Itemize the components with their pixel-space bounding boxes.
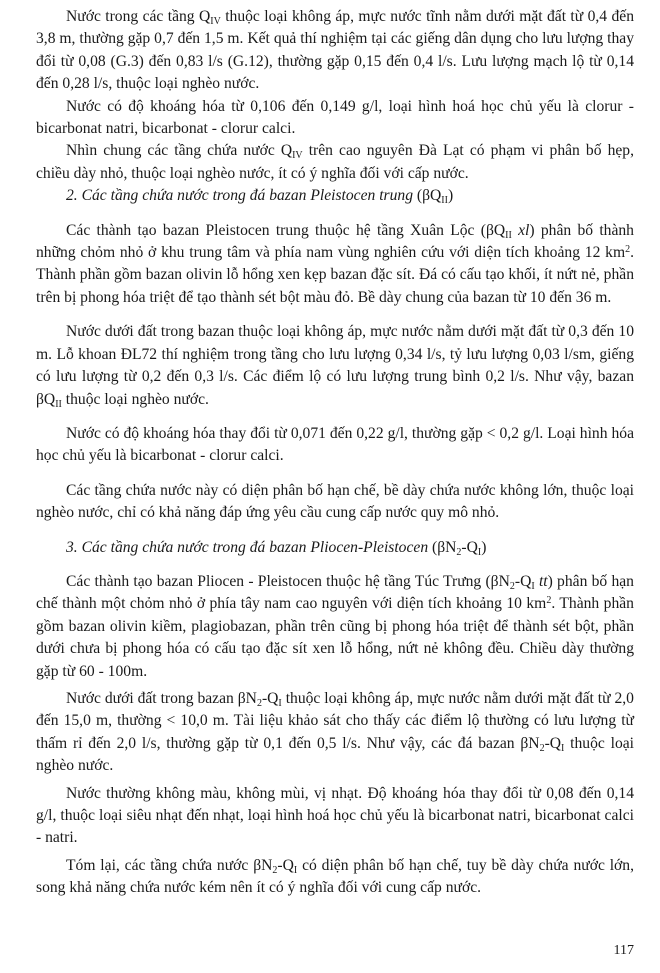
text-run: 2 [625,244,631,256]
text-run: 2 [456,546,462,558]
paragraph [36,855,634,900]
text-run: -Q [277,856,294,874]
text-run: tt [534,572,548,590]
text-run: Nước có độ khoáng hóa thay đổi từ 0,071 đến 0,22 g/l, thường gặp < 0,2 g/l. Loại hình hóa học chủ yếu là bicarbonat - clorur calci. [36,424,634,465]
text-run: II [505,229,512,241]
section-heading [36,185,634,207]
text-run: -Q [461,538,478,556]
text-run: Nước dưới đất trong bazan βN [66,689,257,707]
text-run: thuộc loại không áp, mực nước nằm dưới mặt đất từ 2,0 đến 15,0 m, thường < 10,0 m. Tài liệu khảo sát cho thấy các điểm lộ thường có lưu lượng từ thấm rỉ đến 2,0 l/s, thường gặp từ 0,1 đến 0,5 l/s. Như vậy, các đá bazan βN [36,689,634,752]
paragraph [36,688,634,778]
text-run: ) phân bố hạn chế thành một chỏm nhỏ ở phía tây nam cao nguyên với diện tích khoảng 10 km [36,572,634,613]
text-run: Các thành tạo bazan Pliocen - Pleistocen thuộc hệ tầng Túc Trưng (βN [66,572,510,590]
text-run: IV [292,150,303,162]
text-run: II [441,195,448,207]
text-run: ) phân bố thành những chỏm nhỏ ở khu trung tâm và phía nam vùng nghiên cứu với diện tích khoảng 12 km [36,221,634,262]
text-run: -Q [261,689,279,707]
text-run: 2 [256,697,262,709]
text-run: (βN [432,538,457,556]
text-run: 3. Các tầng chứa nước trong đá bazan Pliocen-Pleistocen [66,538,433,556]
text-run: 2 [546,595,552,607]
text-run: thuộc loại nghèo nước. [61,390,209,408]
text-run: thuộc loại không áp, mực nước tĩnh nằm dưới mặt đất từ 0,4 đến 3,8 m, thường gặp 0,7 đến 1,5 m. Kết quả thí nghiệm tại các giếng dân dụng cho lưu lượng thay đổi từ 0,08 (G.3) đến 0,83 l/s (G.12), thường gặp 0,15 đến 0,4 l/s. Lưu lượng mạch lộ từ 0,14 đến 0,28 l/s, thuộc loại nghèo nước. [36,8,634,93]
text-run: II [55,398,62,410]
paragraph [36,480,634,525]
text-run: Các tầng chứa nước này có diện phân bố hạn chế, bề dày chứa nước không lớn, thuộc loại nghèo nước, chỉ có khả năng đáp ứng yêu cầu cung cấp nước quy mô nhỏ. [36,481,634,522]
text-run: Nước có độ khoáng hóa từ 0,106 đến 0,149 g/l, loại hình hoá học chủ yếu là clorur - bicarbonat natri, bicarbonat - clorur calci. [36,97,634,138]
text-run: I [531,580,535,592]
text-run: Nước dưới đất trong bazan thuộc loại không áp, mực nước nằm dưới mặt đất từ 0,3 đến 10 m. Lỗ khoan ĐL72 thí nghiệm trong tầng cho lưu lượng 0,34 l/s, tỷ lưu lượng 0,03 l/sm, giếng có lưu lượng từ 0,2 đến 0,3 l/s. Các điểm lộ có lưu lượng trung bình 0,2 l/s. Như vậy, bazan βQ [36,323,634,408]
text-run: Nhìn chung các tầng chứa nước Q [66,142,293,160]
text-run: -Q [514,572,532,590]
paragraph [36,6,634,96]
text-run: ) [447,187,454,205]
text-run: IV [210,16,221,27]
text-run: thuộc loại nghèo nước. [36,734,634,775]
paragraph [36,783,634,850]
text-run: Nước thường không màu, không mùi, vị nhạt. Độ khoáng hóa thay đổi từ 0,08 đến 0,14 g/l, thuộc loại siêu nhạt đến nhạt, loại hình hoá học chủ yếu là bicarbonat natri, bicarbonat calci - natri. [36,784,634,847]
text-run: Tóm lại, các tầng chứa nước βN [66,856,273,874]
text-run: trên cao nguyên Đà Lạt có phạm vi phân bố hẹp, chiều dày nhỏ, thuộc loại nghèo nước, ít có ý nghĩa đối với cấp nước. [36,142,634,182]
text-run: Nước trong các tầng Q [66,8,211,25]
paragraph [36,423,634,468]
text-run: ) [481,538,487,556]
paragraph [36,321,634,411]
text-run: I [278,697,282,709]
paragraph [36,571,634,683]
body-text [36,6,634,900]
text-run: . Thành phần gồm bazan olivin lỗ hổng xen kẹp bazan đặc sít. Đá có cấu tạo khối, ít nứt nẻ, phần trên bị phong hóa triệt để tạo thành sét bột màu đỏ. Bề dày chung của bazan từ 10 đến 36 m. [36,244,634,306]
text-run: có diện phân bố hạn chế, tuy bề dày chứa nước lớn, song khả năng chứa nước kém nên ít có ý nghĩa đối với cung cấp nước. [36,856,634,897]
paragraph [36,220,634,310]
page-number: 117 [613,943,634,958]
paragraph [36,140,634,185]
text-run: Các thành tạo bazan Pleistocen trung thuộc hệ tầng Xuân Lộc (βQ [66,221,506,239]
text-run: I [293,864,298,876]
text-run: 2 [272,864,278,876]
text-run: 2 [509,580,515,592]
text-run: (βQ [416,187,442,205]
section-heading [36,537,634,559]
text-run: 2. Các tầng chứa nước trong đá bazan Pleistocen trung [66,187,417,205]
text-run: -Q [544,734,562,752]
text-run: xl [511,221,530,239]
paragraph [36,96,634,141]
text-run: 2 [539,742,545,754]
text-run: I [477,546,482,558]
text-run: I [561,742,565,754]
text-run: . Thành phần gồm bazan olivin kiềm, plagiobazan, phần trên cũng bị phong hóa triệt để thành sét bột, phần dưới chưa bị phong hóa có cấu tạo đặc sít xen lỗ hổng, nứt nẻ không đều. Chiều dày thường gặp từ 60 - 100m. [36,595,634,680]
